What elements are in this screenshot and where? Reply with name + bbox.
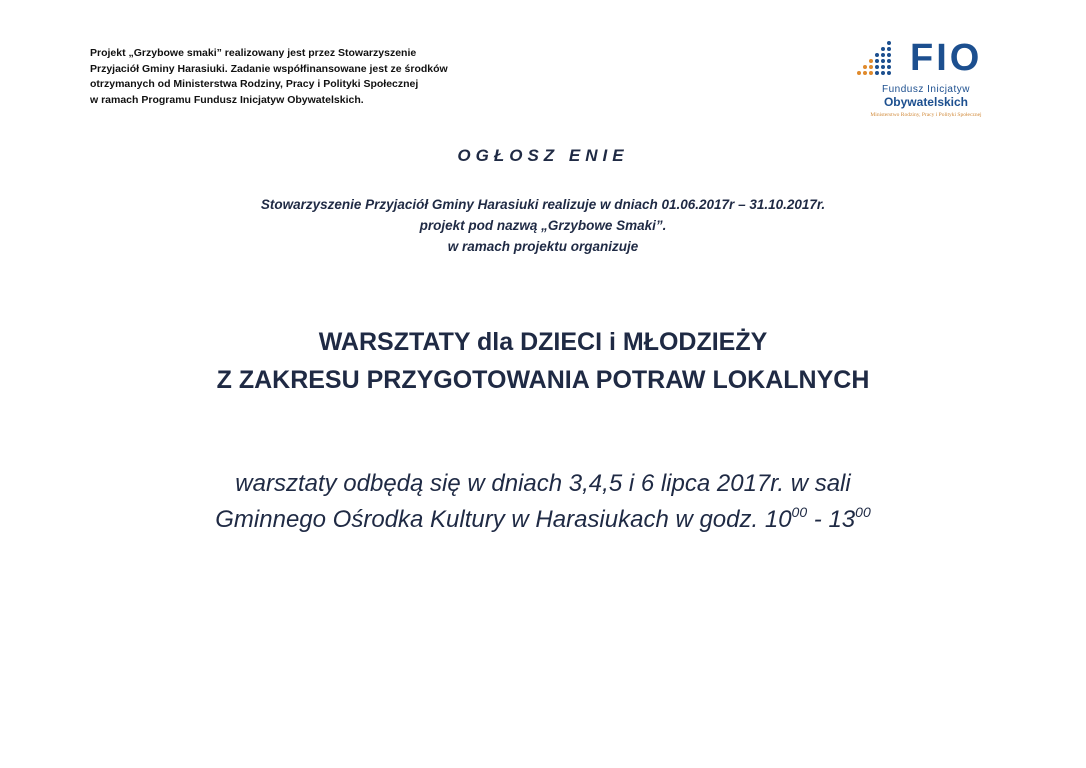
fio-logo — [852, 38, 1002, 124]
workshop-details — [0, 466, 1086, 538]
logo-wordmark: FIO — [910, 37, 983, 79]
headline-line: Z ZAKRESU PRZYGOTOWANIA POTRAW LOKALNYCH — [216, 366, 870, 394]
announcement-title: OGŁOSZ ENIE — [457, 146, 629, 165]
dot-bars-icon — [856, 40, 896, 78]
funding-note-line: Przyjaciół Gminy Harasiuki. Zadanie współfinansowane jest ze środków — [90, 62, 448, 75]
details-line — [0, 502, 1086, 538]
intro-line: w ramach projektu organizuje — [447, 239, 639, 254]
details-location-text: Gminnego Ośrodka Kultury w Harasiukach w godz. 10 — [215, 506, 792, 533]
headline-line: WARSZTATY dla DZIECI i MŁODZIEŻY — [318, 328, 768, 356]
logo-subtitle-line1: Fundusz Inicjatyw — [882, 84, 970, 95]
intro-line: Stowarzyszenie Przyjaciół Gminy Harasiuki realizuje w dniach 01.06.2017r – 31.10.2017r. — [260, 197, 826, 212]
funding-note-line: Projekt „Grzybowe smaki” realizowany jest przez Stowarzyszenie — [90, 47, 417, 59]
funding-note-line: otrzymanych od Ministerstwa Rodziny, Pracy i Polityki Społecznej — [90, 78, 419, 90]
details-line: warsztaty odbędą się w dniach 3,4,5 i 6 lipca 2017r. w sali — [235, 470, 851, 497]
announcement-intro — [0, 194, 1086, 257]
logo-ministry-line: Ministerstwo Rodziny, Pracy i Polityki Społecznej — [870, 112, 982, 118]
logo-subtitle-line2: Obywatelskich — [883, 95, 969, 109]
workshop-headline — [0, 323, 1086, 399]
intro-line: projekt pod nazwą „Grzybowe Smaki”. — [419, 218, 667, 233]
end-minutes: 00 — [855, 504, 871, 520]
start-minutes: 00 — [791, 504, 808, 520]
project-funding-note — [90, 46, 510, 108]
time-separator: - 13 — [807, 506, 856, 533]
funding-note-line: w ramach Programu Fundusz Inicjatyw Obywatelskich. — [90, 93, 364, 106]
